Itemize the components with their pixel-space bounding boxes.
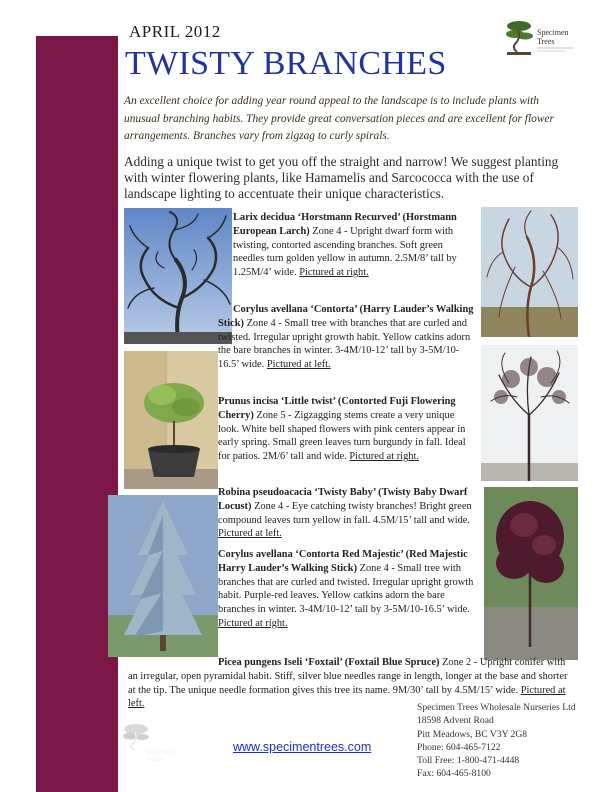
robinia-photo (481, 345, 578, 481)
plant-entry-4 (218, 486, 476, 541)
footer-logo-word-2: TREES (146, 757, 163, 763)
bonsai-tree-icon (123, 724, 149, 750)
logo-word-2: Trees (537, 37, 555, 46)
plant-name: Prunus incisa ‘Little twist’ (Contorted Fuji Flowering Cherry) (218, 396, 456, 421)
plant-description: Zone 5 - Zigzagging stems create a very unique look. White bell shaped flowers with pink centers appear in early spring. Small green leaves turn burgundy in fall. Ideal for patios. 2M/6’ tall and wide. (218, 409, 466, 463)
footer-logo (120, 722, 175, 766)
intro-paragraph: An excellent choice for adding year round appeal to the landscape is to include plants with unusual branching habits. They provide great conversation pieces and are excellent for flower arrangements. Branches vary from zigzag to curly spirals. (124, 95, 554, 142)
company-logo (503, 18, 577, 58)
plant-entry-3 (218, 395, 476, 464)
plant-entry-5 (218, 548, 476, 631)
logo-word-1: Specimen (537, 28, 569, 37)
picture-reference[interactable]: Pictured at right. (218, 617, 288, 629)
page-title: TWISTY BRANCHES (125, 45, 447, 82)
plant-name: Corylus avellana ‘Contorta Red Majestic’ (Red Majestic Harry Lauder’s Walking Stick) (218, 549, 468, 574)
picea-photo (108, 495, 218, 657)
city-address: Pitt Meadows, BC V3Y 2G8 (417, 728, 528, 740)
picture-reference[interactable]: Pictured at right. (349, 451, 419, 463)
larix-photo (124, 208, 232, 344)
plant-description: Zone 4 - Small tree with branches that are curled and twisted. Irregular upright growth habit. Yellow catkins adorn the bare branches in winter. 3-4M/10-12’ tall by 3-5M/10-16.5’ wide. (218, 317, 471, 371)
issue-date: APRIL 2012 (129, 22, 221, 41)
picture-reference[interactable]: Pictured at left. (218, 528, 282, 540)
website-link[interactable]: www.specimentrees.com (233, 740, 372, 754)
phone: Phone: 604-465-7122 (417, 741, 501, 753)
fax: Fax: 604-465-8100 (417, 768, 491, 780)
company-name: Specimen Trees Wholesale Nurseries Ltd (417, 702, 576, 713)
plant-description: Zone 4 - Eye catching twisty branches! Bright green compound leaves turn yellow in fall. 4.5M/15’ tall and wide. (218, 500, 472, 526)
picture-reference[interactable]: Pictured at right. (299, 267, 369, 279)
sidebar-band (36, 36, 118, 792)
plant-name: Picea pungens Iseli ‘Foxtail’ (Foxtail Blue Spruce) (218, 657, 440, 668)
plant-description: Zone 2 - Upright conifer with an irregular, open pyramidal habit. Stiff, silver blue needles range in length, longer at the base and shorter at the tip. The unique needle formation gives this tree its name. 9M/30’ tall by 4.5M/15’ wide. (128, 657, 568, 696)
plant-name: Corylus avellana ‘Contorta’ (Harry Lauder’s Walking Stick) (218, 304, 474, 329)
picture-reference[interactable]: Pictured at left. (266, 359, 331, 371)
plant-description: Zone 4 - Small tree with branches that are curled and twisted. Irregular upright growth habit. Purple-red leaves. Yellow catkins adorn the bare branches in winter. 3-4M/10-12’ tall by 3-5M/10-16.5’ wide. (218, 562, 474, 616)
contact-block (417, 701, 576, 781)
footer-logo-word-1: SPECIMEN (146, 750, 174, 756)
bonsai-tree-icon (506, 21, 533, 55)
plant-entry-2 (218, 303, 476, 372)
plant-name: Larix decidua ‘Horstmann Recurved’ (Horstmann European Larch) (233, 212, 457, 237)
lead-paragraph: Adding a unique twist to get you off the straight and narrow! We suggest planting with winter flowering plants, like Hamamelis and Sarcococca with the use of landscape lighting to accentuate their unique characteristics. (124, 154, 559, 202)
plant-description: Zone 4 - Upright dwarf form with twisting, contorted ascending branches. Soft green needles turn golden yellow in autumn. 2.5M/8’ tall by 1.25M/4’ wide. (233, 225, 457, 279)
corylus-photo (481, 207, 578, 337)
plant-entry-1 (233, 211, 476, 280)
toll-free: Toll Free: 1-800-471-4448 (417, 755, 520, 767)
red-majestic-photo (484, 487, 578, 660)
picture-reference[interactable]: Pictured at left. (128, 684, 566, 710)
street-address: 18598 Advent Road (417, 715, 494, 727)
plant-name: Robina pseudoacacia ‘Twisty Baby’ (Twisty Baby Dwarf Locust) (218, 487, 468, 512)
prunus-photo (124, 351, 218, 489)
